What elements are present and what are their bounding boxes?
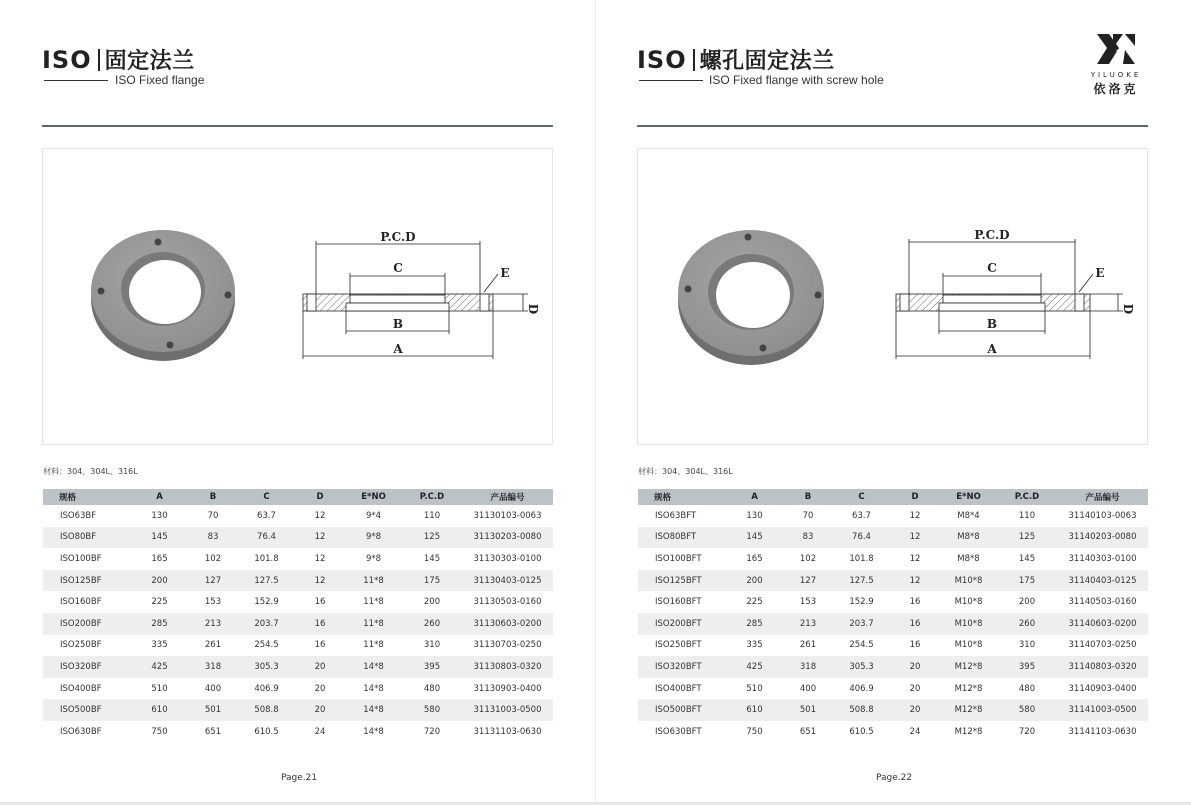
flange-cross-section [896, 239, 1123, 359]
col-header-pcd: P.C.D [997, 489, 1057, 505]
col-header-a: A [726, 489, 783, 505]
product-figure [637, 148, 1148, 445]
cell-eno: 14*8 [345, 656, 402, 678]
spec-table [43, 489, 553, 743]
cell-b: 70 [207, 510, 219, 521]
cell-d: 16 [295, 613, 345, 635]
cell-pcd: 110 [423, 510, 441, 521]
cell-eno: M8*8 [940, 527, 997, 549]
cell-code: 31130803-0320 [462, 656, 553, 678]
page-number: Page.22 [876, 773, 913, 783]
cell-spec: ISO250BF [60, 640, 102, 651]
cell-eno: 9*8 [345, 527, 402, 549]
cell-eno: M12*8 [954, 726, 983, 737]
cell-code: 31140403-0125 [1057, 570, 1148, 592]
cell-code: 31130303-0100 [473, 553, 542, 564]
cell-c: 203.7 [833, 613, 890, 635]
cell-b: 83 [783, 527, 833, 549]
cell-pcd: 260 [402, 613, 462, 635]
cell-code: 31130903-0400 [473, 683, 542, 694]
cell-c: 203.7 [238, 613, 295, 635]
cell-c: 508.8 [238, 699, 295, 721]
cell-pcd: 145 [423, 553, 441, 564]
cell-eno: 14*8 [345, 699, 402, 721]
cell-b: 127 [783, 570, 833, 592]
col-header-code: 产品编号 [1057, 489, 1148, 505]
cell-d: 12 [890, 527, 940, 549]
col-header-d: D [295, 489, 345, 505]
cell-spec: ISO500BF [43, 699, 131, 721]
cell-b: 501 [188, 699, 238, 721]
cell-b: 651 [204, 726, 222, 737]
title-separator [693, 49, 695, 71]
cell-a: 225 [151, 597, 168, 608]
table-row [43, 527, 553, 549]
page-number: Page.21 [281, 773, 318, 783]
table-row [43, 570, 553, 592]
cell-d: 24 [314, 726, 326, 737]
table-header-row [43, 489, 553, 505]
header-divider [42, 125, 553, 127]
cell-spec: ISO100BF [60, 553, 102, 564]
cell-d: 12 [295, 570, 345, 592]
cell-a: 145 [131, 527, 188, 549]
cell-spec: ISO160BF [60, 597, 102, 608]
subtitle-rule [44, 80, 108, 81]
cell-d: 12 [295, 527, 345, 549]
table-row [638, 505, 1148, 527]
cell-code: 31130603-0200 [462, 613, 553, 635]
cell-a: 610 [726, 699, 783, 721]
cell-eno: M12*8 [940, 656, 997, 678]
col-header-eno: E*NO [345, 489, 402, 505]
page-title [637, 44, 835, 75]
cell-spec: ISO320BFT [638, 656, 726, 678]
cell-c: 76.4 [833, 527, 890, 549]
cell-c: 101.8 [254, 553, 279, 564]
flange-3d-render [678, 230, 824, 365]
cell-a: 165 [151, 553, 168, 564]
cell-c: 305.3 [238, 656, 295, 678]
cell-b: 127 [188, 570, 238, 592]
cell-b: 102 [799, 553, 817, 564]
cell-a: 750 [746, 726, 763, 737]
material-note: 材料：304、304L、316L [43, 467, 138, 476]
dim-label-d: D [526, 303, 540, 315]
cell-c: 152.9 [849, 597, 874, 608]
cell-code: 31130103-0063 [473, 510, 542, 521]
cell-d: 16 [890, 613, 940, 635]
brand-name-chinese: 依洛克 [1093, 82, 1139, 96]
cell-eno: 9*8 [365, 553, 382, 564]
table-row [43, 613, 553, 635]
table-row [638, 678, 1148, 700]
cell-c: 152.9 [254, 597, 279, 608]
dim-label-e: E [1095, 266, 1105, 280]
cell-b: 83 [188, 527, 238, 549]
cell-a: 610 [131, 699, 188, 721]
cell-d: 12 [909, 553, 921, 564]
cell-a: 285 [726, 613, 783, 635]
cell-code: 31141003-0500 [1057, 699, 1148, 721]
cell-a: 130 [746, 510, 763, 521]
cell-c: 63.7 [257, 510, 276, 521]
cell-d: 16 [909, 640, 921, 651]
spec-table [638, 489, 1148, 743]
cell-eno: 9*4 [365, 510, 382, 521]
cell-code: 31140903-0400 [1068, 683, 1137, 694]
dim-label-pcd: P.C.D [380, 230, 416, 244]
cell-d: 20 [890, 699, 940, 721]
cell-pcd: 260 [997, 613, 1057, 635]
cell-d: 16 [909, 597, 921, 608]
cell-b: 102 [204, 553, 222, 564]
brand-logo [1088, 32, 1144, 97]
cell-a: 425 [726, 656, 783, 678]
cell-spec: ISO80BF [43, 527, 131, 549]
table-row [638, 699, 1148, 721]
title-chinese: 固定法兰 [104, 49, 195, 74]
cell-d: 16 [314, 597, 326, 608]
cell-eno: M10*8 [954, 597, 983, 608]
cell-d: 24 [909, 726, 921, 737]
cell-c: 63.7 [852, 510, 871, 521]
table-row [43, 656, 553, 678]
cell-spec: ISO630BFT [655, 726, 702, 737]
cell-pcd: 580 [402, 699, 462, 721]
cell-d: 20 [295, 656, 345, 678]
cell-c: 508.8 [833, 699, 890, 721]
col-header-c: C [833, 489, 890, 505]
cell-pcd: 145 [1018, 553, 1036, 564]
page-right [596, 0, 1191, 805]
cell-b: 318 [188, 656, 238, 678]
col-header-code: 产品编号 [462, 489, 553, 505]
cell-c: 305.3 [833, 656, 890, 678]
cell-spec: ISO63BF [60, 510, 97, 521]
cell-eno: 11*8 [345, 613, 402, 635]
cell-eno: M10*8 [940, 570, 997, 592]
cell-pcd: 310 [1018, 640, 1036, 651]
cell-a: 335 [746, 640, 763, 651]
cell-eno: 11*8 [345, 570, 402, 592]
cell-spec: ISO63BFT [655, 510, 697, 521]
cell-pcd: 125 [997, 527, 1057, 549]
cell-d: 12 [314, 553, 326, 564]
cell-a: 200 [726, 570, 783, 592]
cell-c: 127.5 [238, 570, 295, 592]
cell-a: 425 [131, 656, 188, 678]
cell-eno: M8*8 [957, 553, 980, 564]
cell-pcd: 480 [1018, 683, 1036, 694]
cell-pcd: 200 [423, 597, 441, 608]
material-note: 材料：304、304L、316L [638, 467, 733, 476]
table-row [638, 656, 1148, 678]
flange-illustration [638, 149, 1147, 444]
col-header-c: C [238, 489, 295, 505]
cell-a: 510 [746, 683, 763, 694]
cell-eno: 11*8 [363, 597, 384, 608]
dim-label-e: E [500, 266, 510, 280]
cell-spec: ISO320BF [43, 656, 131, 678]
table-row [638, 613, 1148, 635]
brand-name-latin: YILUOKE [1090, 71, 1142, 79]
cell-a: 165 [746, 553, 763, 564]
cell-eno: M8*4 [957, 510, 980, 521]
cell-code: 31140203-0080 [1057, 527, 1148, 549]
cell-c: 101.8 [849, 553, 874, 564]
cell-c: 76.4 [238, 527, 295, 549]
cell-eno: 14*8 [363, 726, 384, 737]
cell-a: 285 [131, 613, 188, 635]
cell-code: 31141103-0630 [1068, 726, 1137, 737]
col-header-a: A [131, 489, 188, 505]
table-row [43, 699, 553, 721]
cell-d: 20 [890, 656, 940, 678]
table-row [43, 678, 553, 700]
cell-d: 20 [314, 683, 326, 694]
cell-c: 254.5 [849, 640, 874, 651]
col-header-spec: 规格 [638, 489, 726, 505]
cell-c: 406.9 [254, 683, 279, 694]
cell-b: 400 [799, 683, 817, 694]
cell-spec: ISO250BFT [655, 640, 702, 651]
title-iso: ISO [637, 46, 687, 74]
cell-spec: ISO400BFT [655, 683, 702, 694]
cell-d: 20 [909, 683, 921, 694]
cell-pcd: 395 [997, 656, 1057, 678]
cell-spec: ISO630BF [60, 726, 102, 737]
cell-spec: ISO125BFT [638, 570, 726, 592]
subtitle: ISO Fixed flange with screw hole [709, 73, 884, 87]
table-row [638, 591, 1148, 613]
cell-spec: ISO500BFT [638, 699, 726, 721]
cell-spec: ISO125BF [43, 570, 131, 592]
cell-eno: 14*8 [363, 683, 384, 694]
brand-logo-icon [1093, 32, 1139, 66]
cell-b: 213 [783, 613, 833, 635]
subtitle: ISO Fixed flange [115, 73, 205, 87]
cell-eno: M12*8 [940, 699, 997, 721]
cell-b: 70 [802, 510, 814, 521]
col-header-b: B [188, 489, 238, 505]
cell-pcd: 110 [1018, 510, 1036, 521]
title-chinese: 螺孔固定法兰 [699, 49, 835, 74]
cell-code: 31130503-0160 [473, 597, 542, 608]
cell-a: 335 [151, 640, 168, 651]
cell-eno: M10*8 [940, 613, 997, 635]
cell-d: 12 [909, 510, 921, 521]
cell-pcd: 580 [997, 699, 1057, 721]
cell-spec: ISO80BFT [638, 527, 726, 549]
col-header-pcd: P.C.D [402, 489, 462, 505]
cell-code: 31130703-0250 [473, 640, 542, 651]
dim-label-pcd: P.C.D [974, 228, 1010, 242]
table-row [43, 591, 553, 613]
table-row [638, 570, 1148, 592]
title-separator [98, 49, 100, 71]
cell-d: 12 [314, 510, 326, 521]
cell-d: 16 [314, 640, 326, 651]
table-row [638, 548, 1148, 570]
subtitle-rule [639, 80, 703, 81]
cell-b: 651 [799, 726, 817, 737]
dim-label-d: D [1121, 303, 1135, 315]
col-header-spec: 规格 [43, 489, 131, 505]
cell-code: 31131103-0630 [473, 726, 542, 737]
cell-c: 127.5 [833, 570, 890, 592]
cell-code: 31140603-0200 [1057, 613, 1148, 635]
cell-code: 31140803-0320 [1057, 656, 1148, 678]
dim-label-b: B [392, 317, 404, 331]
cell-code: 31130403-0125 [462, 570, 553, 592]
cell-b: 261 [204, 640, 222, 651]
cell-a: 145 [726, 527, 783, 549]
cell-spec: ISO400BF [60, 683, 102, 694]
cell-code: 31140303-0100 [1068, 553, 1137, 564]
col-header-d: D [890, 489, 940, 505]
cell-code: 31131003-0500 [462, 699, 553, 721]
cell-a: 200 [131, 570, 188, 592]
cell-pcd: 480 [423, 683, 441, 694]
col-header-eno: E*NO [940, 489, 997, 505]
cell-b: 400 [204, 683, 222, 694]
table-row [43, 721, 553, 743]
table-header-row [638, 489, 1148, 505]
cell-b: 318 [783, 656, 833, 678]
table-row [43, 548, 553, 570]
cell-code: 31130203-0080 [462, 527, 553, 549]
cell-pcd: 310 [423, 640, 441, 651]
cell-pcd: 175 [997, 570, 1057, 592]
cell-pcd: 720 [1018, 726, 1036, 737]
cell-d: 12 [890, 570, 940, 592]
col-header-b: B [783, 489, 833, 505]
page-title [42, 44, 195, 75]
flange-cross-section [303, 241, 528, 359]
table-row [43, 505, 553, 527]
cell-eno: M12*8 [954, 683, 983, 694]
cell-c: 406.9 [849, 683, 874, 694]
cell-eno: 11*8 [363, 640, 384, 651]
cell-code: 31140503-0160 [1068, 597, 1137, 608]
cell-pcd: 125 [402, 527, 462, 549]
cell-a: 750 [151, 726, 168, 737]
cell-pcd: 395 [402, 656, 462, 678]
cell-spec: ISO100BFT [655, 553, 702, 564]
table-row [43, 635, 553, 657]
cell-pcd: 720 [423, 726, 441, 737]
cell-b: 213 [188, 613, 238, 635]
flange-illustration [43, 149, 552, 444]
cell-a: 225 [746, 597, 763, 608]
cell-b: 501 [783, 699, 833, 721]
cell-code: 31140103-0063 [1068, 510, 1137, 521]
dim-label-c: C [987, 261, 997, 275]
table-row [638, 721, 1148, 743]
dim-label-a: A [987, 342, 997, 356]
dim-label-a: A [393, 342, 403, 356]
cell-spec: ISO160BFT [655, 597, 702, 608]
cell-pcd: 175 [402, 570, 462, 592]
page-left [0, 0, 595, 805]
cell-spec: ISO200BFT [638, 613, 726, 635]
table-row [638, 527, 1148, 549]
header-divider [637, 125, 1148, 127]
cell-c: 254.5 [254, 640, 279, 651]
product-figure [42, 148, 553, 445]
cell-pcd: 200 [1018, 597, 1036, 608]
cell-d: 20 [295, 699, 345, 721]
cell-c: 610.5 [254, 726, 279, 737]
dim-label-c: C [393, 261, 403, 275]
cell-a: 130 [151, 510, 168, 521]
cell-a: 510 [151, 683, 168, 694]
dim-label-b: B [986, 317, 998, 331]
cell-c: 610.5 [849, 726, 874, 737]
cell-code: 31140703-0250 [1068, 640, 1137, 651]
flange-3d-render [91, 230, 235, 361]
cell-eno: M10*8 [954, 640, 983, 651]
cell-b: 261 [799, 640, 817, 651]
title-iso: ISO [42, 46, 92, 74]
cell-b: 153 [799, 597, 817, 608]
cell-b: 153 [204, 597, 222, 608]
table-row [638, 635, 1148, 657]
cell-spec: ISO200BF [43, 613, 131, 635]
